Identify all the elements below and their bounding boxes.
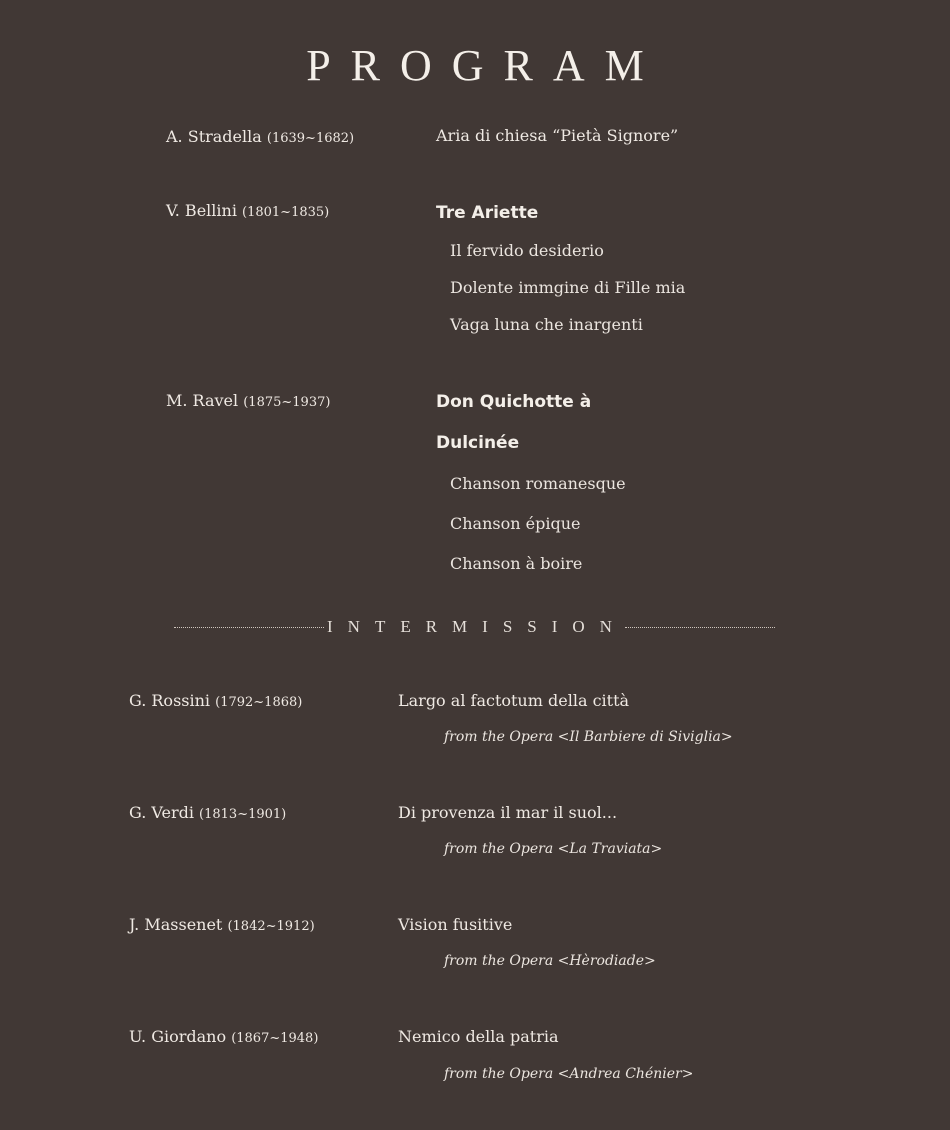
composer-stradella: [166, 127, 354, 146]
opera-source: from the Opera <Hèrodiade>: [444, 953, 656, 969]
composer-name: J. Massenet: [129, 915, 223, 934]
composer-years: (1875~1937): [243, 395, 331, 410]
work-item: Vaga luna che inargenti: [450, 315, 643, 334]
work-title: Largo al factotum della città: [398, 691, 630, 710]
work-title: Vision fusitive: [398, 915, 513, 934]
composer-ravel: [166, 391, 330, 410]
page-title: PROGRAM: [306, 41, 664, 90]
opera-source: from the Opera <Andrea Chénier>: [444, 1066, 694, 1082]
composer-years: (1639~1682): [266, 131, 355, 146]
composer-years: (1792~1868): [215, 695, 303, 710]
work-title: Nemico della patria: [398, 1027, 559, 1046]
composer-name: U. Giordano: [129, 1027, 227, 1046]
work-title: Tre Ariette: [436, 203, 539, 223]
composer-name: A. Stradella: [166, 127, 262, 146]
work-title: Aria di chiesa “Pietà Signore”: [436, 126, 679, 145]
work-item: Chanson à boire: [450, 554, 583, 573]
composer-years: (1842~1912): [227, 919, 315, 934]
composer-years: (1813~1901): [199, 807, 287, 822]
composer-years: (1801~1835): [242, 205, 330, 220]
composer-massenet: [129, 915, 315, 934]
composer-years: (1867~1948): [231, 1031, 319, 1046]
work-title: Di provenza il mar il suol...: [398, 803, 618, 822]
composer-name: G. Verdi: [129, 803, 194, 822]
intermission-label: INTERMISSION: [327, 617, 627, 636]
composer-name: V. Bellini: [166, 201, 237, 220]
work-title: Don Quichotte à: [436, 392, 592, 412]
composer-name: G. Rossini: [129, 691, 211, 710]
composer-verdi: [129, 803, 286, 822]
composer-bellini: [166, 201, 329, 220]
work-title-continued: Dulcinée: [436, 433, 520, 453]
work-item: Chanson épique: [450, 514, 581, 533]
work-item: Chanson romanesque: [450, 474, 626, 493]
composer-giordano: [129, 1027, 318, 1046]
composer-rossini: [129, 691, 302, 710]
work-item: Dolente immgine di Fille mia: [450, 278, 686, 297]
work-item: Il fervido desiderio: [450, 241, 604, 260]
composer-name: M. Ravel: [166, 391, 239, 410]
opera-source: from the Opera <Il Barbiere di Siviglia>: [444, 729, 733, 745]
opera-source: from the Opera <La Traviata>: [444, 841, 663, 857]
